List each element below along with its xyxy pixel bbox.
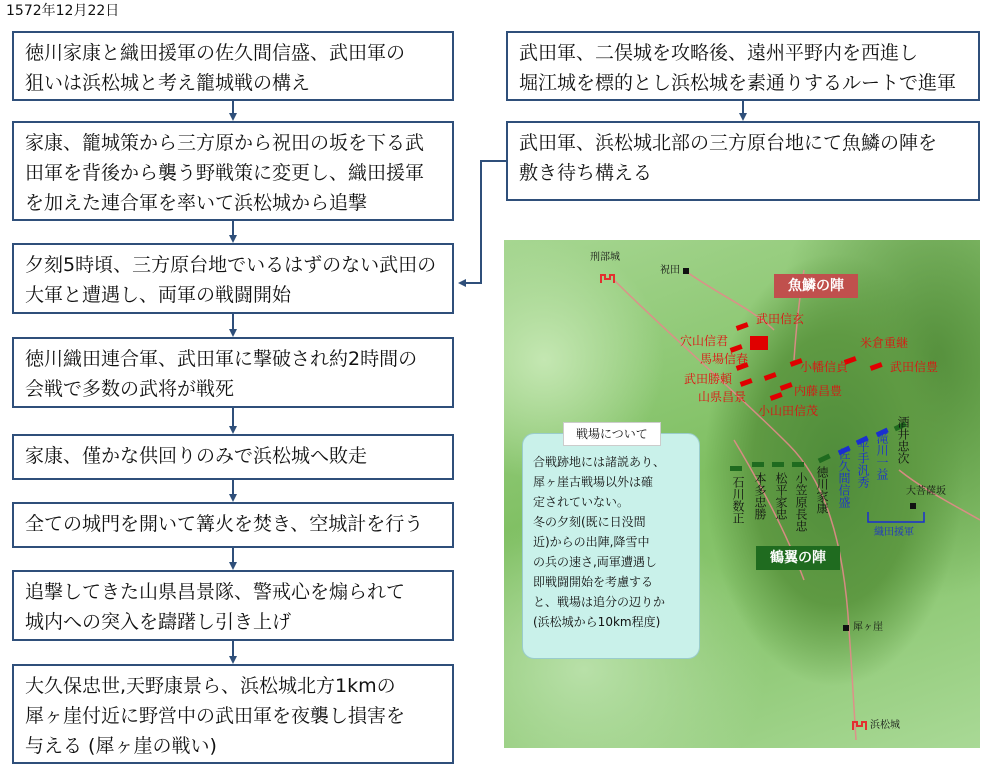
note-line: 即戦闘開始を考慮する (533, 575, 654, 589)
place-saigagake: 犀ヶ崖 (853, 622, 883, 633)
oda-general: 平手汎秀 (856, 440, 870, 488)
unit-icon (772, 462, 784, 467)
flow-step-text: 全ての城門を開いて篝火を焚き、空城計を行う (25, 513, 424, 535)
tokugawa-general: 酒井忠次 (896, 416, 910, 464)
takeda-general: 米倉重継 (860, 336, 909, 350)
note-line: 定されていない。 (533, 495, 630, 509)
takeda-general: 馬場信春 (700, 352, 749, 366)
note-line: 冬の夕刻(既に日没間 (533, 515, 646, 529)
flow-step-text: 家康、僅かな供回りのみで浜松城へ敗走 (25, 445, 368, 467)
unit-icon (870, 362, 883, 371)
unit-icon (770, 392, 783, 401)
tokugawa-general: 小笠原長忠 (794, 472, 808, 532)
note-line: (浜松城から10km程度) (533, 615, 661, 629)
unit-icon (740, 378, 753, 387)
note-line: 近)からの出陣,降雪中 (533, 535, 650, 549)
unit-icon (736, 322, 749, 331)
flow-step-text: 堀江城を標的とし浜松城を素通りするルートで進軍 (519, 72, 957, 94)
oda-bracket (868, 512, 924, 522)
note-line: の兵の速さ,両軍遭遇し (533, 555, 657, 569)
unit-icon (730, 466, 742, 471)
takeda-honjin-icon (750, 336, 768, 350)
oda-general: 滝川一益 (875, 432, 889, 480)
flow-step-text: 犀ヶ崖付近に野営中の武田軍を夜襲し損害を (25, 705, 406, 727)
oda-general: 佐久間信盛 (837, 448, 851, 508)
flow-step-text: 城内への突入を躊躇し引き上げ (25, 611, 292, 633)
takeda-general: 内藤昌豊 (794, 384, 843, 398)
battle-date: 1572年12月22日 (6, 3, 120, 19)
takeda-general: 武田勝頼 (684, 372, 733, 386)
unit-icon (752, 462, 764, 467)
flow-step-text: 敷き待ち構える (519, 162, 653, 184)
place-hoda: 祝田 (660, 265, 680, 276)
tokugawa-general: 松平家忠 (774, 472, 788, 520)
place-square-icon (910, 503, 916, 509)
flow-step-text: 田軍を背後から襲う野戦策に変更し、織田援軍 (25, 162, 425, 184)
flow-step-text: 会戦で多数の武将が戦死 (25, 378, 235, 400)
flow-step-text: 武田軍、二俣城を攻略後、遠州平野内を西進し (519, 42, 919, 64)
battle-map (504, 240, 980, 748)
castle-icon (601, 275, 614, 283)
takeda-general: 武田信豊 (890, 360, 939, 374)
flow-step-text: 狙いは浜松城と考え籠城戦の構え (25, 72, 311, 94)
battlefield-note (522, 427, 700, 659)
kakuyoku-title: 鶴翼の陣 (756, 546, 840, 570)
unit-icon (780, 382, 793, 391)
takeda-general: 穴山信君 (680, 334, 729, 348)
place-keribe: 刑部城 (590, 252, 620, 263)
flow-step-text: 大軍と遭遇し、両軍の戦闘開始 (25, 284, 292, 306)
unit-icon (818, 454, 831, 464)
unit-icon (792, 462, 804, 467)
flow-step-text: 与える (犀ヶ崖の戦い) (25, 735, 217, 757)
battlefield-note-title: 戦場について (563, 422, 661, 446)
tokugawa-general: 本多忠勝 (753, 472, 767, 520)
place-obosatsu: 大菩薩坂 (906, 486, 946, 497)
unit-icon (764, 372, 777, 381)
note-line: 犀ヶ崖古戦場以外は確 (533, 475, 654, 489)
takeda-general: 武田信玄 (756, 312, 805, 326)
flow-step-text: 夕刻5時頃、三方原台地でいるはずのない武田の (25, 254, 437, 276)
gyorin-title: 魚鱗の陣 (774, 274, 858, 298)
place-square-icon (843, 625, 849, 631)
note-line: 合戦跡地には諸説あり、 (533, 455, 666, 469)
takeda-general: 小幡信貞 (800, 360, 849, 374)
flow-step-text: 徳川家康と織田援軍の佐久間信盛、武田軍の (25, 42, 406, 64)
note-line: と、戦場は追分の辺りか (533, 595, 666, 609)
flow-step-text: 家康、籠城策から三方原から祝田の坂を下る武 (25, 132, 425, 154)
takeda-general: 山県昌景 (698, 390, 747, 404)
place-hamamatsu: 浜松城 (870, 720, 900, 731)
tokugawa-general: 石川数正 (731, 476, 745, 524)
oda-reinforcement-label: 織田援軍 (874, 527, 914, 538)
flow-step-text: 追撃してきた山県昌景隊、警戒心を煽られて (25, 581, 406, 603)
place-square-icon (683, 268, 689, 274)
flow-step-text: 武田軍、浜松城北部の三方原台地にて魚鱗の陣を (519, 132, 938, 154)
flow-step-text: 徳川織田連合軍、武田軍に撃破され約2時間の (25, 348, 418, 370)
flow-step-text: を加えた連合軍を率いて浜松城から追撃 (25, 192, 368, 214)
tokugawa-general: 徳川家康 (815, 466, 829, 514)
flow-step-text: 大久保忠世,天野康景ら、浜松城北方1kmの (25, 675, 396, 697)
takeda-general: 小山田信茂 (758, 404, 819, 418)
